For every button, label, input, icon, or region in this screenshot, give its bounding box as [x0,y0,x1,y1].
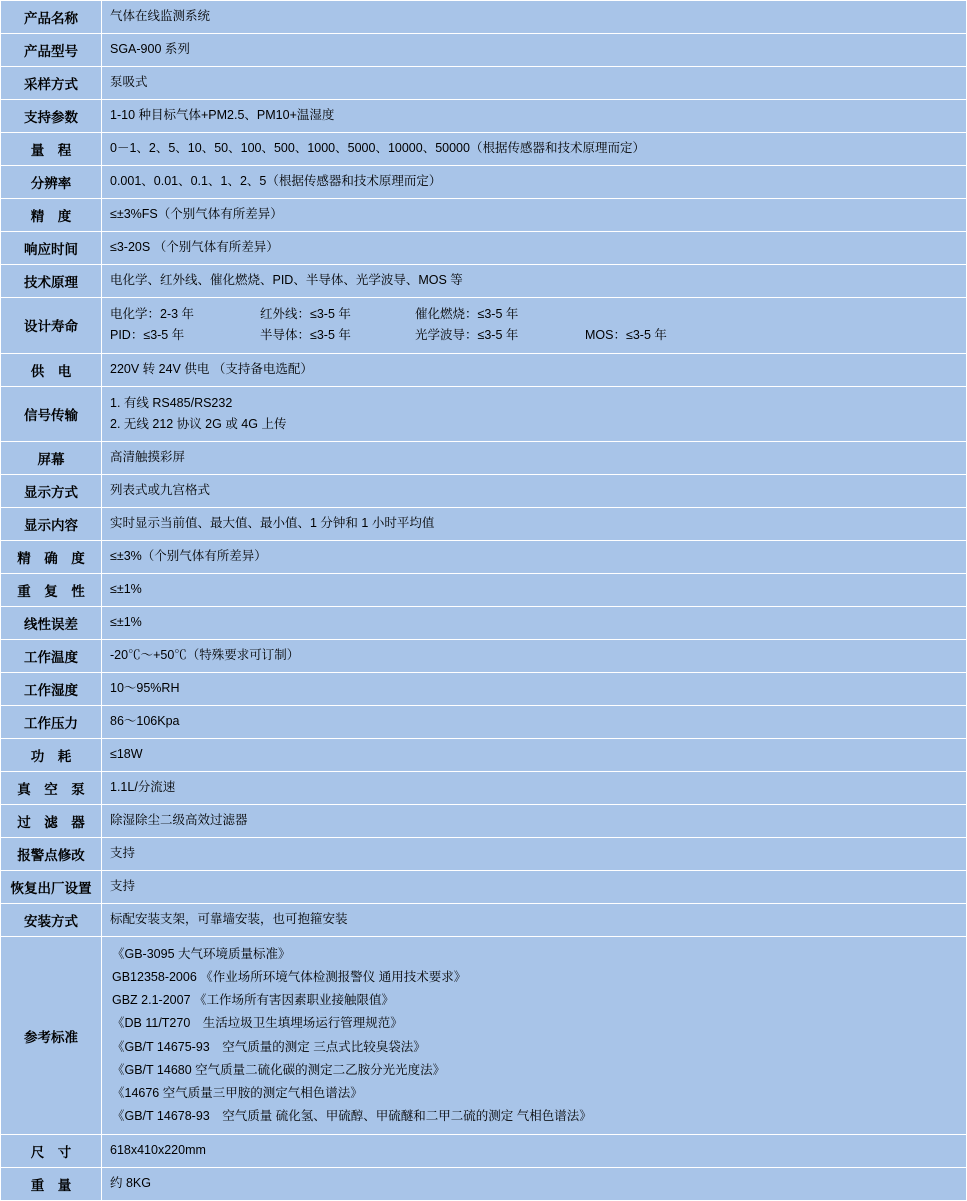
row-value: 标配安装支架，可靠墙安装，也可抱箍安装 [102,904,967,937]
row-value: 1.1L/分流速 [102,772,967,805]
table-row [1,904,967,937]
table-row [1,640,967,673]
row-label: 精 度 [1,199,102,232]
design-life-cell [585,304,705,325]
row-value: 除湿除尘二级高效过滤器 [102,805,967,838]
row-label: 参考标准 [1,937,102,1135]
table-row [1,706,967,739]
table-row [1,871,967,904]
design-life-cell: MOS：≤3-5 年 [585,328,667,343]
table-row [1,475,967,508]
row-value: 10～95%RH [102,673,967,706]
row-label: 安装方式 [1,904,102,937]
signal-transmission-line: 1. 有线 RS485/RS232 [110,395,233,410]
row-value: ≤±1% [102,607,967,640]
row-label: 信号传输 [1,386,102,442]
design-life-grid [110,304,958,347]
table-row [1,1135,967,1168]
reference-standard-item: 《14676 空气质量三甲胺的测定气相色谱法》 [112,1085,363,1100]
reference-standard-item: GB12358-2006 《作业场所环境气体检测报警仪 通用技术要求》 [112,970,467,985]
row-value [102,937,967,1135]
row-value: 高清触摸彩屏 [102,442,967,475]
row-value: 支持 [102,838,967,871]
table-row [1,673,967,706]
row-value: 约 8KG [102,1168,967,1201]
signal-transmission-list [110,393,958,436]
reference-standard-item: GBZ 2.1-2007 《工作场所有害因素职业接触限值》 [112,993,394,1008]
design-life-cell: 催化燃烧：≤3-5 年 [415,307,519,321]
table-row [1,442,967,475]
table-row [1,100,967,133]
table-row [1,265,967,298]
row-label: 屏幕 [1,442,102,475]
row-label: 工作温度 [1,640,102,673]
table-row [1,772,967,805]
table-row-reference-standard [1,937,967,1135]
row-value: 0.001、0.01、0.1、1、2、5（根据传感器和技术原理而定） [102,166,967,199]
row-label: 支持参数 [1,100,102,133]
table-row [1,232,967,265]
table-row [1,541,967,574]
row-label: 分辨率 [1,166,102,199]
row-label: 工作湿度 [1,673,102,706]
row-label: 显示方式 [1,475,102,508]
row-value: 支持 [102,871,967,904]
row-value: 列表式或九宫格式 [102,475,967,508]
row-value [102,386,967,442]
row-label: 重 复 性 [1,574,102,607]
table-row [1,607,967,640]
row-value: ≤±3%（个别气体有所差异） [102,541,967,574]
reference-standard-item: 《GB/T 14680 空气质量二硫化碳的测定二乙胺分光光度法》 [112,1062,446,1077]
table-row [1,1168,967,1201]
reference-standard-item: 《GB/T 14675-93 空气质量的测定 三点式比较臭袋法》 [112,1039,426,1054]
table-row [1,508,967,541]
row-value: ≤±1% [102,574,967,607]
row-label: 恢复出厂设置 [1,871,102,904]
table-row [1,1,967,34]
table-row [1,199,967,232]
row-label: 设计寿命 [1,298,102,354]
row-label: 过 滤 器 [1,805,102,838]
table-row [1,67,967,100]
row-label: 线性误差 [1,607,102,640]
row-value: -20℃～+50℃（特殊要求可订制） [102,640,967,673]
table-row [1,838,967,871]
table-row-signal-transmission [1,386,967,442]
row-value: 气体在线监测系统 [102,1,967,34]
table-row-design-life [1,298,967,354]
reference-standard-item: 《GB/T 14678-93 空气质量 硫化氢、甲硫醇、甲硫醚和二甲二硫的测定 气相色谱法》 [112,1108,592,1123]
row-label: 产品名称 [1,1,102,34]
row-label: 采样方式 [1,67,102,100]
table-row [1,133,967,166]
row-label: 工作压力 [1,706,102,739]
row-label: 报警点修改 [1,838,102,871]
row-value: 泵吸式 [102,67,967,100]
reference-standard-list [110,943,958,1128]
design-life-cell: 光学波导：≤3-5 年 [415,328,519,343]
reference-standard-item: 《DB 11/T270 生活垃圾卫生填埋场运行管理规范》 [112,1016,403,1031]
row-label: 响应时间 [1,232,102,265]
table-row [1,739,967,772]
reference-standard-item: 《GB-3095 大气环境质量标准》 [112,947,291,961]
design-life-row [110,304,958,325]
design-life-cell: PID：≤3-5 年 [110,328,185,343]
row-value: ≤±3%FS（个别气体有所差异） [102,199,967,232]
table-row [1,353,967,386]
row-label: 技术原理 [1,265,102,298]
table-row [1,805,967,838]
row-value: 电化学、红外线、催化燃烧、PID、半导体、光学波导、MOS 等 [102,265,967,298]
row-value: 86～106Kpa [102,706,967,739]
row-value: 0－1、2、5、10、50、100、500、1000、5000、10000、50000（根据传感器和技术原理而定） [102,133,967,166]
row-label: 显示内容 [1,508,102,541]
design-life-cell: 电化学：2-3 年 [110,307,195,321]
row-value: 1-10 种目标气体+PM2.5、PM10+温湿度 [102,100,967,133]
row-label: 精 确 度 [1,541,102,574]
row-label: 量 程 [1,133,102,166]
table-row [1,166,967,199]
row-value: 实时显示当前值、最大值、最小值、1 分钟和 1 小时平均值 [102,508,967,541]
row-value: SGA-900 系列 [102,34,967,67]
design-life-cell: 半导体：≤3-5 年 [260,328,351,343]
signal-transmission-line: 2. 无线 212 协议 2G 或 4G 上传 [110,416,287,431]
row-label: 供 电 [1,353,102,386]
design-life-row [110,325,958,346]
row-label: 尺 寸 [1,1135,102,1168]
row-value: 220V 转 24V 供电 （支持备电选配） [102,353,967,386]
row-label: 功 耗 [1,739,102,772]
table-row [1,574,967,607]
row-value: ≤18W [102,739,967,772]
row-value: 618x410x220mm [102,1135,967,1168]
row-value [102,298,967,354]
design-life-cell: 红外线：≤3-5 年 [260,307,351,321]
row-label: 重 量 [1,1168,102,1201]
row-value: ≤3-20S （个别气体有所差异） [102,232,967,265]
row-label: 产品型号 [1,34,102,67]
table-row [1,34,967,67]
row-label: 真 空 泵 [1,772,102,805]
